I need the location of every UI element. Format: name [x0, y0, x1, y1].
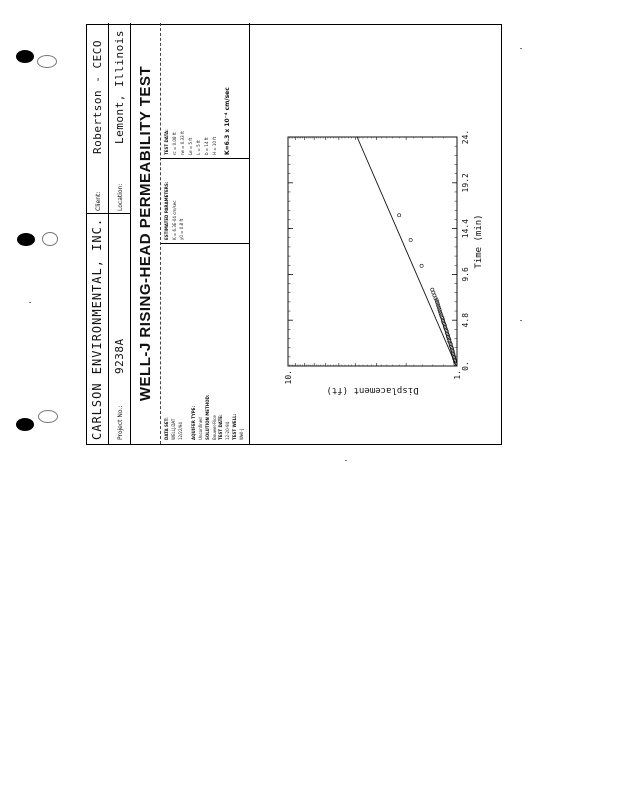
scan-speck — [29, 302, 31, 303]
info-line: AQUIFER TYPE: — [191, 405, 197, 440]
k-result: K=6.3 x 10⁻⁴ cm/sec — [224, 87, 231, 155]
info-line: y0 = 0.8 ft — [179, 218, 184, 240]
hole-punch-ring-bottom — [38, 410, 58, 423]
y-axis-title: Displacement (ft) — [326, 385, 419, 395]
info-column-dataset — [161, 244, 249, 444]
page-title: WELL-J RISING-HEAD PERMEABILITY TEST — [137, 65, 154, 402]
x-tick-label: 9.6 — [461, 267, 470, 282]
x-tick-label: 4.8 — [461, 312, 470, 328]
client-name: Robertson - CECO — [91, 40, 104, 154]
company-name: CARLSON ENVIRONMENTAL, INC. — [90, 217, 104, 440]
info-line: TEST WELL: — [232, 413, 237, 440]
header-row-project — [109, 23, 131, 444]
scan-speck — [520, 48, 522, 49]
info-line: K = 6.3E-04 cm/sec — [171, 200, 177, 240]
data-point — [420, 264, 423, 267]
info-line: rc = 0.08 ft — [172, 132, 177, 155]
info-line: Le = 5 ft — [188, 137, 193, 155]
info-line: H = 10 ft — [212, 136, 217, 155]
x-tick-label: 19.2 — [461, 173, 470, 193]
plot-frame — [288, 137, 457, 366]
info-line: ESTIMATED PARAMETERS: — [164, 181, 169, 240]
hole-punch-ring-top — [37, 55, 57, 68]
hole-punch-ring-middle — [42, 232, 58, 246]
data-point — [409, 238, 412, 241]
hole-punch-middle — [17, 233, 35, 246]
hole-punch-bottom — [16, 418, 34, 431]
scan-speck — [345, 460, 347, 461]
project-label: Project No.: — [117, 405, 124, 440]
location-label: Location: — [117, 183, 124, 211]
info-line: rw = 0.33 ft — [180, 131, 185, 155]
x-axis-title: Time (min) — [474, 214, 484, 269]
info-line: TEST DATA: — [164, 129, 169, 155]
info-line: L = 5 ft — [196, 140, 201, 155]
report-sheet — [86, 24, 502, 445]
data-point — [398, 214, 401, 217]
info-line: b = 14 ft — [204, 137, 209, 155]
header-row-title — [131, 23, 161, 444]
info-panel — [161, 23, 249, 444]
scan-speck — [520, 320, 522, 321]
location-name: Lemont, Illinois — [113, 30, 126, 144]
data-point — [431, 288, 434, 291]
info-line: 12-20-94 — [225, 421, 231, 440]
fit-line — [357, 137, 456, 366]
info-line: SOLUTION METHOD: — [204, 394, 210, 440]
info-column-parameters — [161, 159, 249, 244]
info-line: DATA SET: — [164, 417, 169, 440]
info-line: Well-J — [238, 428, 244, 440]
info-line: WELLJ.DAT — [170, 418, 176, 440]
header-row-company — [87, 23, 109, 444]
project-number: 9238A — [113, 338, 126, 374]
info-line: 12/22/94 — [177, 422, 183, 440]
displacement-chart — [250, 23, 503, 444]
x-tick-label: 24. — [461, 129, 470, 145]
info-column-test-data — [161, 23, 249, 159]
x-tick-label: 0. — [461, 361, 470, 371]
hole-punch-top — [16, 50, 34, 63]
client-label: Client: — [95, 191, 102, 211]
x-tick-label: 14.4 — [461, 218, 470, 239]
info-line: Unconfined — [198, 417, 203, 440]
y-tick-label: 10. — [284, 370, 293, 385]
rotated-report — [86, 24, 502, 445]
info-line: Bouwer-Rice — [211, 415, 217, 440]
info-line: TEST DATE: — [218, 414, 224, 440]
y-tick-label: 1. — [453, 370, 462, 380]
